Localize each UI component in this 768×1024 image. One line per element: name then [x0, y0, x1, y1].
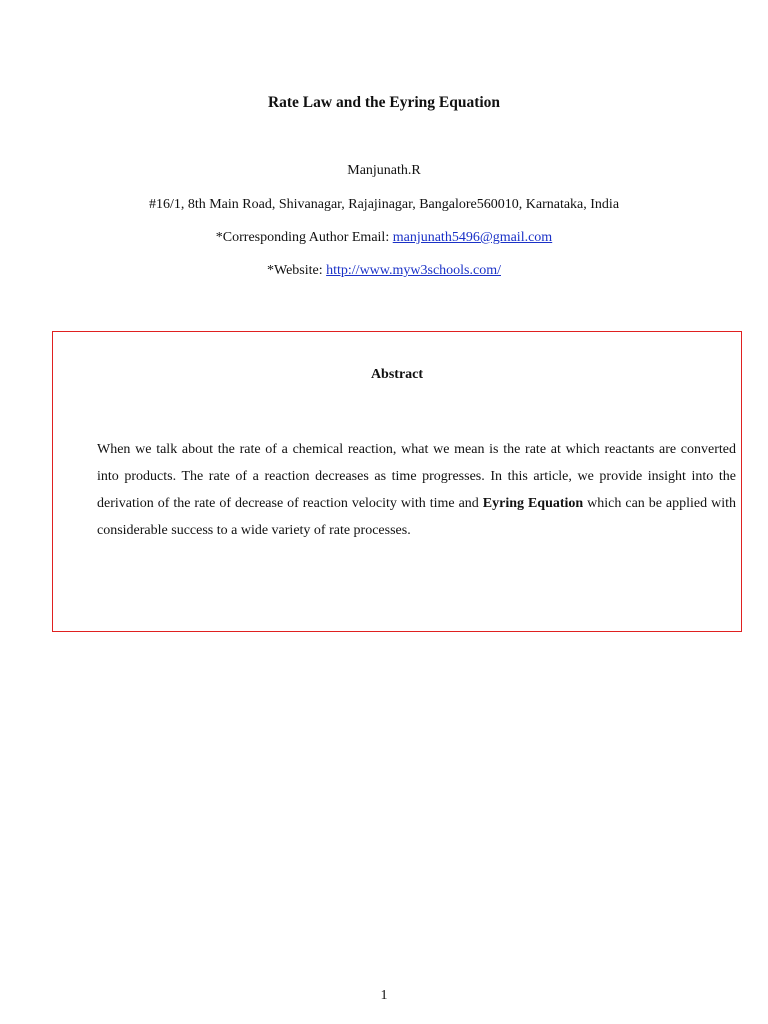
author-name: Manjunath.R: [347, 163, 421, 178]
email-label: *Corresponding Author Email:: [215, 230, 393, 245]
abstract-text-part1: When we talk about the rate of a chemical reaction, what we mean is the rate at which reactants are converted into products. The rate of a reaction decreases as time progresses. In this article, we provide insight into the derivation of the rate of decrease of reaction velocity with time and: [97, 442, 736, 511]
email-link[interactable]: manjunath5496@gmail.com: [392, 230, 553, 245]
abstract-box: [52, 331, 742, 632]
author-address: #16/1, 8th Main Road, Shivanagar, Rajajinagar, Bangalore560010, Karnataka, India: [148, 197, 620, 212]
website-line: [0, 263, 768, 279]
abstract-text-part2: which can be applied with considerable success to a wide variety of rate processes.: [97, 496, 736, 538]
website-label: *Website:: [266, 263, 327, 278]
abstract-bold-term: Eyring Equation: [482, 496, 584, 511]
website-link[interactable]: http://www.myw3schools.com/: [326, 263, 501, 278]
corresponding-email-line: [0, 230, 768, 246]
abstract-text: [97, 436, 736, 544]
paper-title: Rate Law and the Eyring Equation: [267, 94, 501, 111]
page-number: 1: [380, 988, 388, 1003]
abstract-heading: Abstract: [370, 367, 424, 382]
